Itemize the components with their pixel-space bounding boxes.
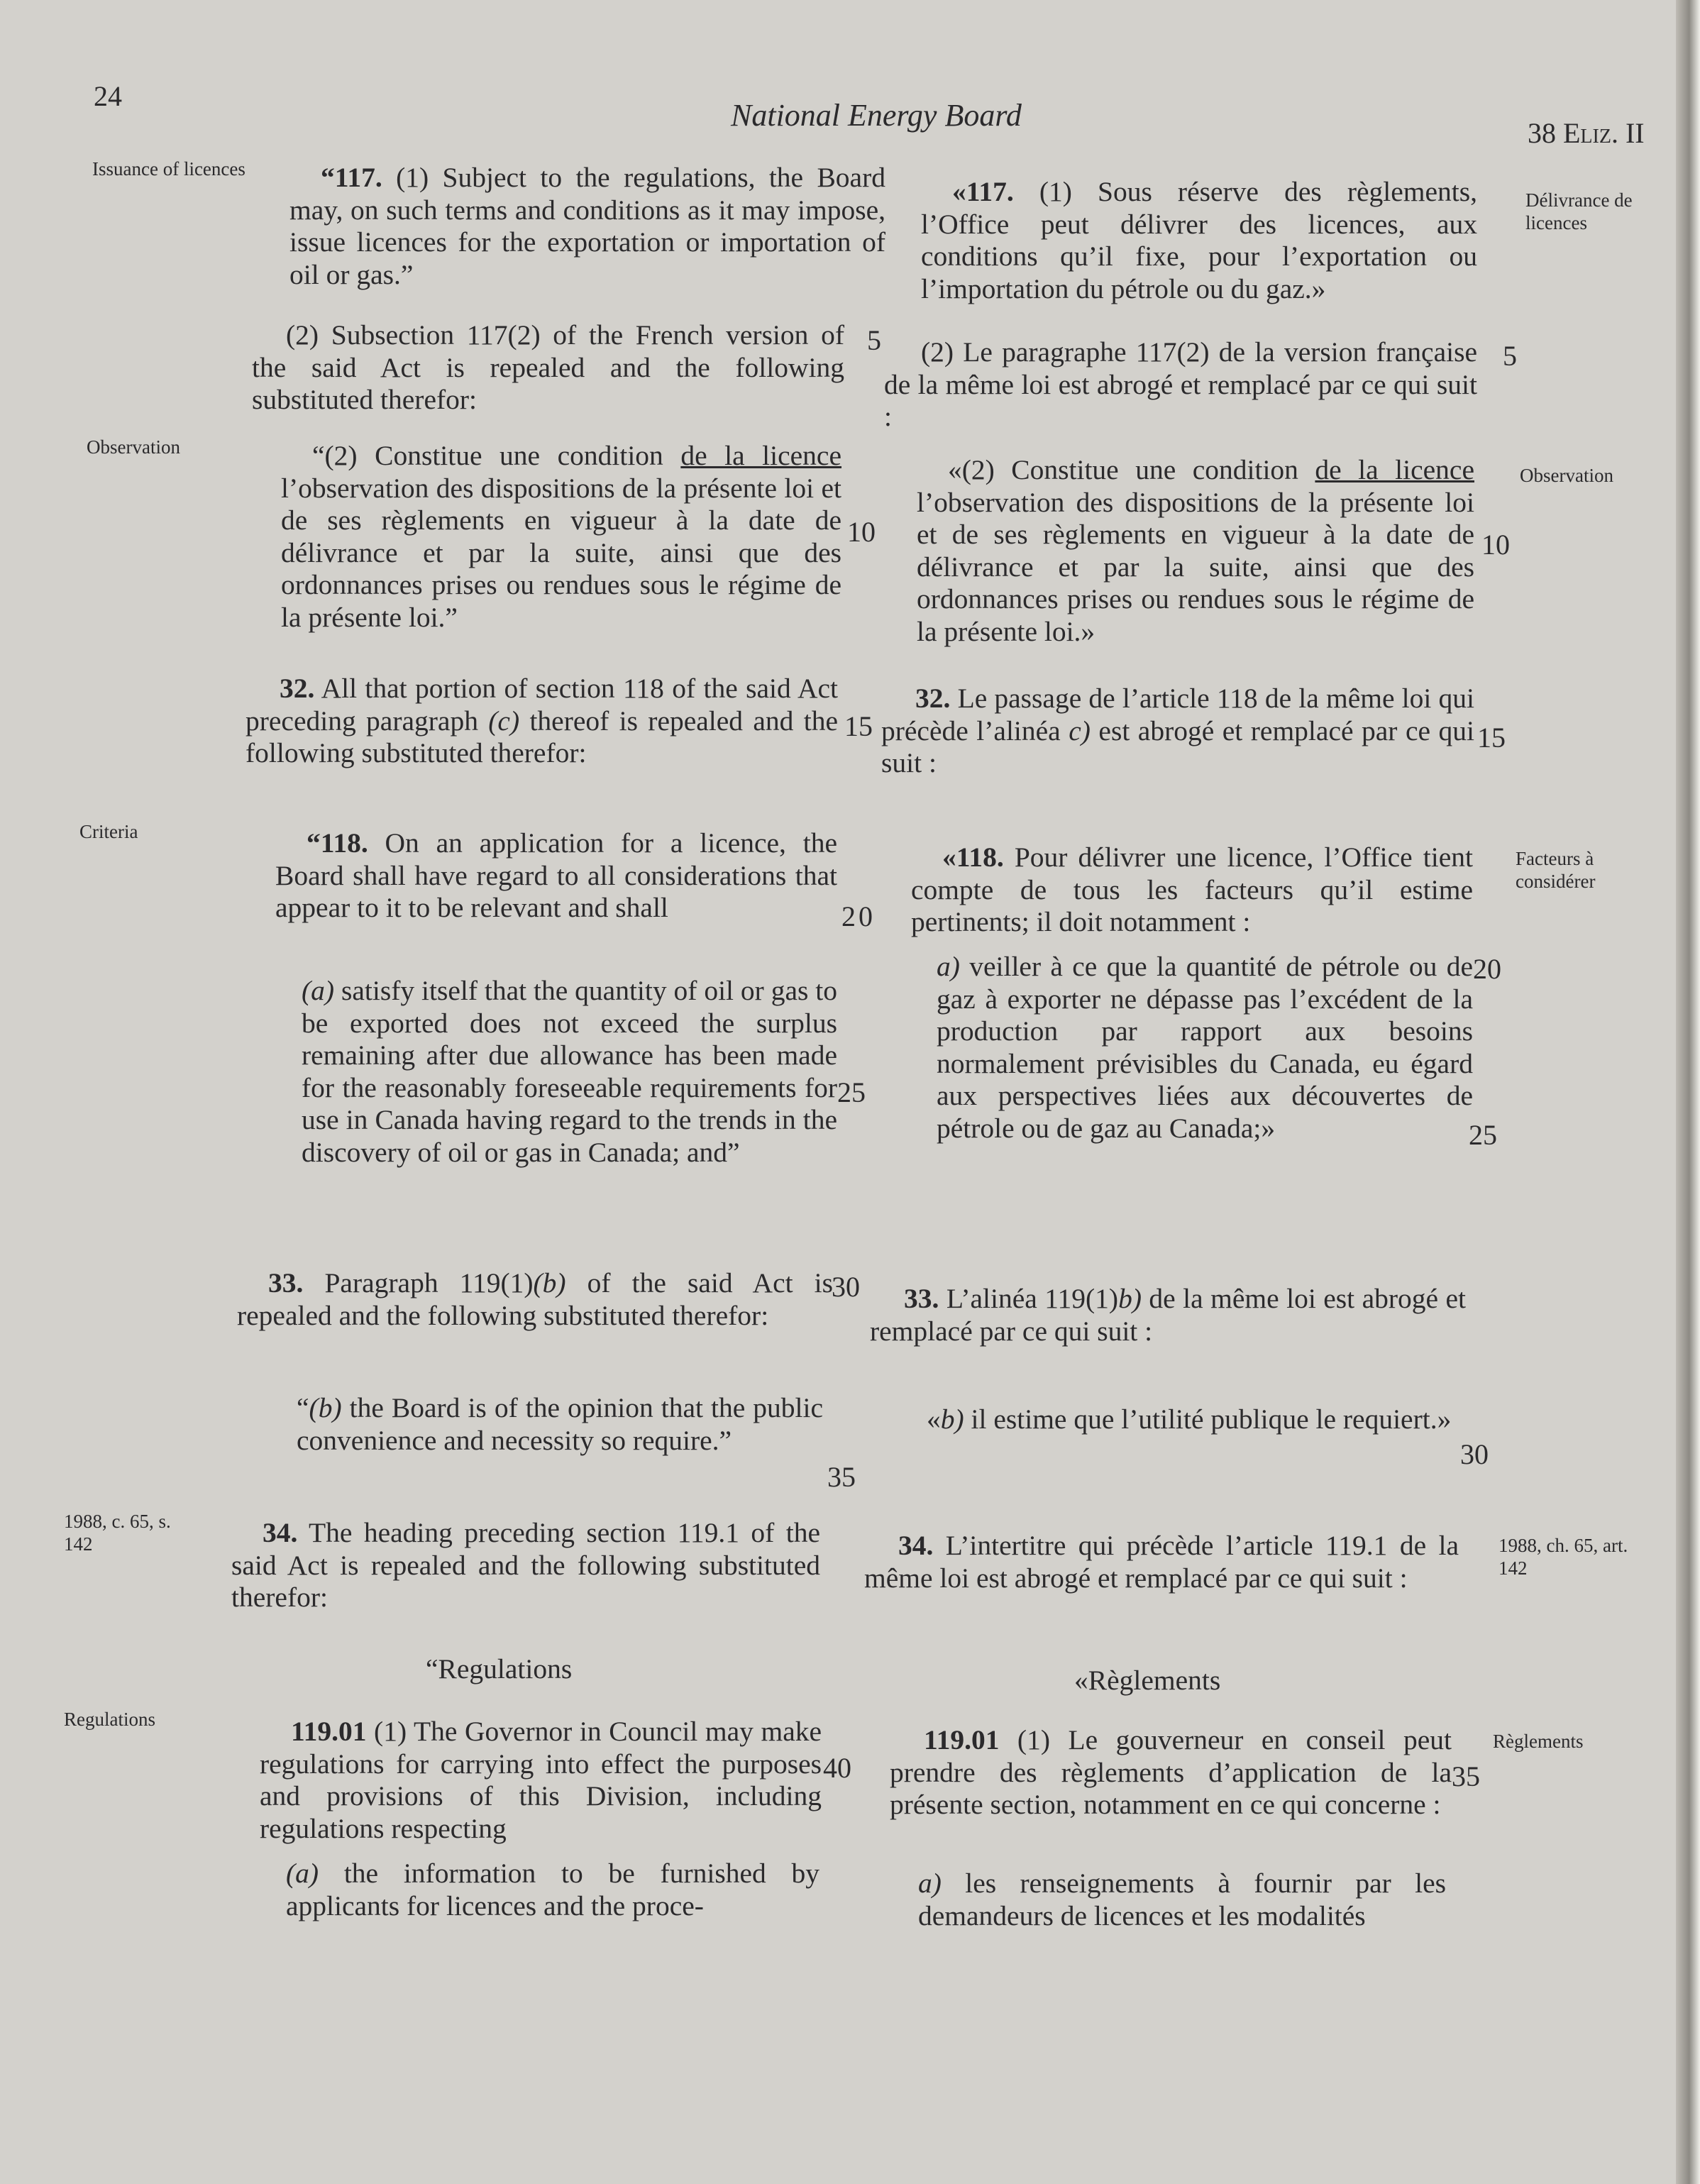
fr-line-number: 25: [1469, 1119, 1497, 1151]
fr-section-33-quote: [927, 1403, 1459, 1436]
fr-s34-number: 34.: [898, 1530, 934, 1561]
fr-section-33: [870, 1283, 1466, 1347]
fr-section-118-a: [937, 951, 1473, 1145]
fr-s11901-a-text: les renseignements à fournir par les demandeurs de licences et les modalités: [918, 1868, 1447, 1931]
fr-s33-b: b): [1118, 1283, 1142, 1314]
en-section-32: [245, 673, 838, 770]
fr-line-number: 20: [1473, 953, 1501, 985]
en-section-117-2: [252, 319, 844, 417]
fr-s11901-number: 119.01: [924, 1724, 1000, 1755]
en-s11901-number: 119.01: [291, 1716, 367, 1747]
en-s33-quote-label: (b): [309, 1392, 342, 1423]
fr-s33-quote-text: il estime que l’utilité publique le requiert.»: [964, 1403, 1452, 1435]
margin-note-regulations-en: Regulations: [64, 1709, 155, 1730]
en-s118-a-label: (a): [302, 975, 335, 1006]
en-section-34: [231, 1517, 820, 1614]
page-title: National Energy Board: [731, 98, 1022, 133]
en-obs-underlined: de la licence: [680, 440, 842, 471]
en-heading-regulations: “Regulations: [426, 1653, 573, 1684]
en-section-118-a: [302, 975, 837, 1169]
fr-s32-text-b: est abrogé et remplacé par ce qui suit :: [881, 715, 1474, 778]
fr-s33-quote-label: b): [940, 1403, 964, 1435]
en-line-number: 10: [847, 516, 876, 548]
en-s32-text-a: All that portion of section 118 of the said Act preceding paragraph: [245, 673, 838, 737]
margin-note-criteria-en: Criteria: [79, 821, 138, 842]
en-s11901-text: (1) The Governor in Council may make regulations for carrying into effect the purposes and provisions of this Division, including regulations respecting: [260, 1716, 822, 1844]
fr-s33-quote-open: «: [927, 1403, 941, 1435]
page-number: 24: [94, 80, 122, 112]
fr-line-number: 10: [1481, 529, 1510, 561]
en-s32-c: (c): [488, 705, 520, 737]
en-section-33-quote: [297, 1392, 823, 1457]
fr-section-117-2: [884, 336, 1477, 434]
margin-note-regulations-fr: Règlements: [1493, 1731, 1584, 1752]
en-s33-b: (b): [533, 1267, 566, 1298]
fr-s117-number: «117.: [952, 176, 1014, 207]
en-section-118: [275, 827, 837, 925]
margin-note-observation-fr: Observation: [1520, 465, 1613, 486]
en-s117-2-text: (2) Subsection 117(2) of the French version of the said Act is repealed and the following substituted therefor:: [252, 319, 844, 415]
en-line-number: 25: [837, 1076, 866, 1108]
en-s34-text: The heading preceding section 119.1 of the said Act is repealed and the following substituted therefor:: [231, 1517, 820, 1613]
regnal-year: 38 Eliz. II: [1528, 117, 1645, 149]
en-s33-text-b: of the said Act is repealed and the following substituted therefor:: [237, 1267, 834, 1331]
fr-s32-text-a: Le passage de l’article 118 de la même loi qui précède l’alinéa: [881, 683, 1475, 746]
en-s117-number: “117.: [321, 162, 382, 193]
fr-s118-a-label: a): [937, 951, 960, 982]
en-s34-number: 34.: [263, 1517, 298, 1548]
fr-obs-pre: «(2) Constitue une condition: [948, 454, 1315, 485]
fr-line-number: 15: [1477, 722, 1506, 754]
en-section-119-01-a: [286, 1858, 819, 1922]
margin-note-criteria-fr: Facteurs à considérer: [1516, 848, 1596, 892]
fr-s118-number: «118.: [942, 842, 1004, 873]
fr-s33-text-b: de la même loi est abrogé et remplacé par ce qui suit :: [870, 1283, 1466, 1347]
margin-note-issuance-fr: Délivrance de licences: [1525, 189, 1633, 233]
fr-line-number: 5: [1503, 340, 1517, 372]
en-s11901-a-label: (a): [286, 1858, 319, 1889]
fr-section-119-01: [890, 1724, 1452, 1821]
fr-line-number: 35: [1452, 1760, 1480, 1792]
en-s32-text-b: thereof is repealed and the following substituted therefor:: [245, 705, 838, 768]
margin-note-observation-en: Observation: [87, 436, 180, 458]
en-s118-a-text: satisfy itself that the quantity of oil or gas to be exported does not exceed the surplus remaining after due allowance has been made for the reasonably foreseeable requirements for use in Canada having regard to the trends in the discovery of oil or gas in Canada; and”: [302, 975, 838, 1168]
en-line-number: 5: [867, 324, 881, 356]
fr-heading-regulations: «Règlements: [1074, 1665, 1221, 1696]
en-s32-number: 32.: [280, 673, 315, 704]
margin-note-issuance-en: Issuance of licences: [92, 158, 245, 180]
en-s117-text: (1) Subject to the regulations, the Board may, on such terms and conditions as it may impose, issue licences for the exportation or importation of oil or gas.”: [289, 162, 885, 290]
fr-s33-text-a: L’alinéa 119(1): [946, 1283, 1119, 1314]
fr-s118-text: Pour délivrer une licence, l’Office tient compte de tous les facteurs qu’il estime pertinents; il doit notamment :: [911, 842, 1474, 937]
margin-note-history-en: 1988, c. 65, s. 142: [64, 1511, 171, 1555]
margin-note-history-fr: 1988, ch. 65, art. 142: [1498, 1535, 1628, 1579]
en-s33-quote-text: the Board is of the opinion that the public convenience and necessity so require.”: [297, 1392, 823, 1456]
fr-section-34: [864, 1530, 1459, 1594]
fr-section-117-1: [921, 176, 1477, 305]
en-line-number: 15: [844, 710, 873, 742]
en-section-119-01: [260, 1716, 822, 1845]
en-observation: [281, 440, 841, 634]
en-line-number: 40: [823, 1752, 851, 1784]
fr-obs-underlined: de la licence: [1315, 454, 1474, 485]
en-s33-quote-open: “: [297, 1392, 309, 1423]
en-s33-number: 33.: [268, 1267, 304, 1298]
fr-section-119-01-a: [918, 1868, 1446, 1932]
en-obs-post: l’observation des dispositions de la présente loi et de ses règlements en vigueur à la date de délivrance et par la suite, ainsi que des ordonnances prises ou rendues sous le régime de la présente loi.”: [281, 472, 841, 633]
fr-line-number: 30: [1460, 1438, 1489, 1470]
fr-observation: [917, 454, 1474, 648]
en-s118-number: “118.: [307, 827, 368, 859]
en-s33-text-a: Paragraph 119(1): [324, 1267, 534, 1298]
en-line-number: 30: [832, 1271, 860, 1303]
fr-s32-c: c): [1069, 715, 1091, 746]
en-line-number: 20: [841, 900, 876, 932]
fr-s117-2-text: (2) Le paragraphe 117(2) de la version française de la même loi est abrogé et remplacé par ce qui suit :: [884, 336, 1477, 432]
en-s118-text: On an application for a licence, the Board shall have regard to all considerations that appear to it to be relevant and shall: [275, 827, 837, 923]
fr-section-118: [911, 842, 1473, 939]
fr-s11901-a-label: a): [918, 1868, 942, 1899]
en-s11901-a-text: the information to be furnished by applicants for licences and the proce-: [286, 1858, 819, 1921]
page-edge: [1676, 0, 1700, 2184]
fr-section-32: [881, 683, 1474, 780]
en-obs-pre: “(2) Constitue une condition: [312, 440, 681, 471]
fr-obs-post: l’observation des dispositions de la présente loi et de ses règlements en vigueur à la date de délivrance et par la suite, ainsi que des ordonnances prises ou rendues sous le régime de la présente loi.»: [917, 486, 1474, 647]
fr-s117-text: (1) Sous réserve des règlements, l’Office peut délivrer des licences, aux conditions qu’il fixe, pour l’exportation ou l’importation du pétrole ou du gaz.»: [921, 176, 1477, 304]
en-section-117-1: [289, 162, 885, 291]
fr-s11901-text: (1) Le gouverneur en conseil peut prendre des règlements d’application de la présente section, notamment en ce qui concerne :: [890, 1724, 1452, 1820]
fr-s34-text: L’intertitre qui précède l’article 119.1 de la même loi est abrogé et remplacé par ce qui suit :: [864, 1530, 1459, 1594]
fr-s33-number: 33.: [904, 1283, 939, 1314]
en-section-33: [237, 1267, 833, 1332]
fr-s118-a-text: veiller à ce que la quantité de pétrole ou de gaz à exporter ne dépasse pas l’excédent de la production par rapport aux besoins normalement prévisibles du Canada, eu égard aux perspectives liées aux découvertes de pétrole ou de gaz au Canada;»: [937, 951, 1473, 1144]
fr-s32-number: 32.: [915, 683, 951, 714]
en-line-number: 35: [827, 1461, 856, 1493]
